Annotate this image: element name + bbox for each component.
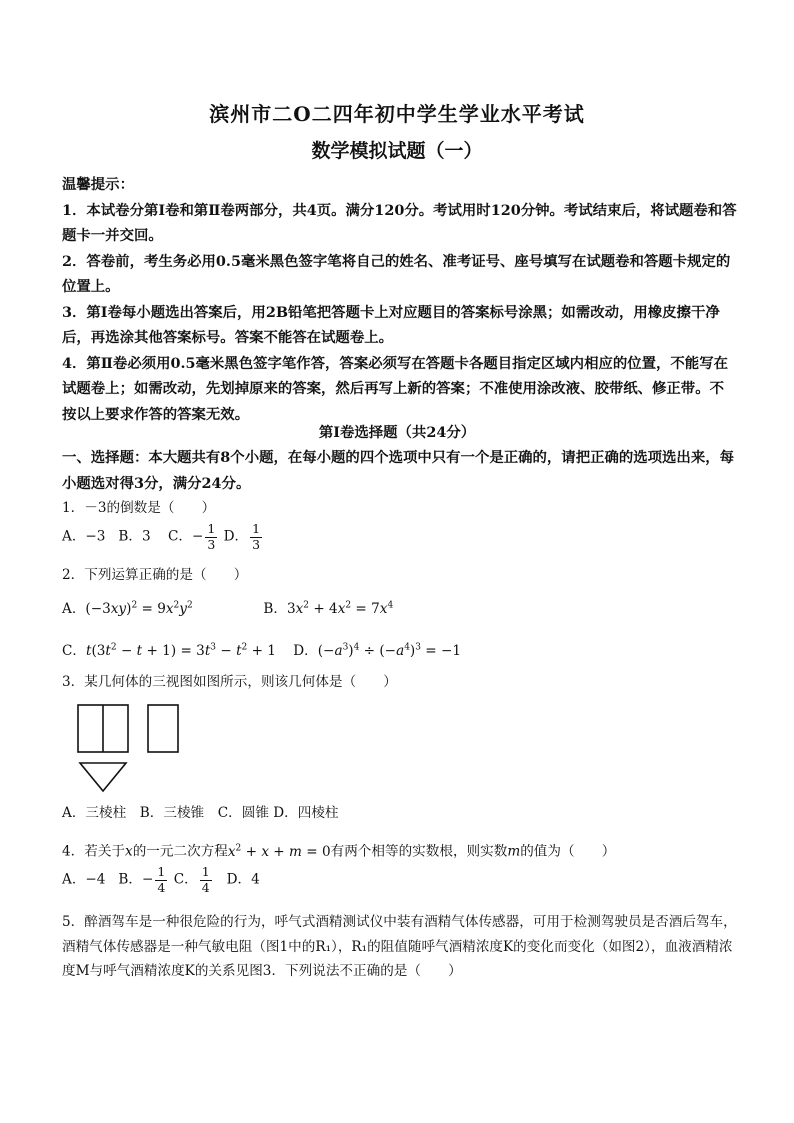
q4-stem-post: 的值为（ ） — [520, 843, 616, 860]
q2-option-a-label: A． — [62, 601, 86, 617]
tips-block — [62, 172, 738, 427]
q4-stem-pre: 4．若关于 — [62, 843, 126, 860]
q4-option-b-fraction — [155, 865, 167, 895]
q1-option-d-label: D． — [223, 528, 249, 545]
q4-b-denominator: 4 — [157, 879, 166, 895]
question-3-stem: 3．某几何体的三视图如图所示，则该几何体是（ ） — [62, 674, 397, 690]
tip-item-3: 3．第Ⅰ卷每小题选出答案后，用2B铅笔把答题卡上对应题目的答案标号涂黑；如需改动，用橡皮擦干净后，再选涂其他答案标号。答案不能答在试题卷上。 — [62, 303, 720, 346]
question-4-stem — [62, 836, 738, 864]
exam-title: 滨州市二O二四年初中学生学业水平考试 — [209, 102, 585, 126]
q4-option-d: D．4 — [226, 871, 260, 888]
q2-option-b-label: B． — [263, 601, 287, 617]
q2-option-d-expr: $(-a^3)^4 \div (-a^4)^3 = -1$ — [317, 642, 462, 659]
tip-item-1: 1．本试卷分第Ⅰ卷和第Ⅱ卷两部分，共4页。满分120分。考试用时120分钟。考试结束后，将试题卷和答题卡一并交回。 — [62, 201, 737, 244]
q4-stem-mid1: 的一元二次方程 — [132, 843, 228, 860]
q4-b-numerator: 1 — [157, 864, 166, 879]
question-2-options-cd — [62, 639, 461, 659]
three-views-figure — [76, 703, 186, 797]
q1-option-c-label: C．− — [167, 528, 204, 545]
q2-option-c-expr: $t(3t^2 - t + 1) = 3t^3 - t^2 + 1$ — [86, 642, 276, 659]
q4-option-b-label: B．− — [118, 871, 154, 888]
q1-option-b: B．3 — [118, 528, 151, 545]
q1-d-numerator: 1 — [252, 521, 261, 536]
tips-heading: 温馨提示： — [62, 176, 134, 193]
tip-item-4: 4．第Ⅱ卷必须用0.5毫米黑色签字笔作答，答案必须写在答题卡各题目指定区域内相应的位置，不能写在试题卷上；如需改动，先划掉原来的答案，然后再写上新的答案；不准使用涂改液、胶带纸、修正带。不按以上要求作答的答案无效。 — [62, 354, 728, 423]
question-2-options-ab — [62, 597, 393, 617]
q4-option-c-label: C． — [173, 871, 198, 888]
q2-option-c-label: C． — [62, 643, 86, 659]
q4-stem-mid2: 有两个相等的实数根，则实数 — [330, 843, 508, 860]
side-view — [148, 705, 178, 752]
q4-option-c-fraction — [200, 865, 212, 895]
q4-c-denominator: 4 — [201, 879, 210, 895]
q4-option-a: A．−4 — [62, 871, 106, 888]
q2-option-b-expr: $3x^2 + 4x^2 = 7x^4$ — [286, 600, 394, 617]
q1-c-numerator: 1 — [207, 521, 216, 536]
q2-option-d-label: D． — [293, 643, 318, 659]
q1-option-a: A．−3 — [62, 528, 106, 545]
q4-var-m: m — [507, 843, 521, 860]
section-intro: 一、选择题：本大题共有8个小题，在每小题的四个选项中只有一个是正确的，请把正确的选项选出来，每小题选对得3分，满分24分。 — [62, 449, 734, 492]
question-2-stem: 2．下列运算正确的是（ ） — [62, 567, 248, 583]
question-1-stem: 1．－3的倒数是（ ） — [62, 500, 216, 516]
question-5-stem: 5．醉酒驾车是一种很危险的行为，呼气式酒精测试仪中装有酒精气体传感器，可用于检测驾驶员是否酒后驾车，酒精气体传感器是一种气敏电阻（图1中的R₁），R₁的阻值随呼气酒精浓度K的变化而变化（如图2），血液酒精浓度M与呼气酒精浓度K的关系见图3．下列说法不正确的是（ ） — [62, 914, 737, 979]
q4-var-x: x — [125, 843, 133, 860]
question-1-options — [62, 522, 264, 552]
tip-item-2: 2．答卷前，考生务必用0.5毫米黑色签字笔将自己的姓名、准考证号、座号填写在试题卷和答题卡规定的位置上。 — [62, 252, 731, 295]
exam-subtitle: 数学模拟试题（一） — [311, 140, 483, 162]
q1-option-c-fraction — [205, 522, 217, 552]
q1-option-d-fraction — [250, 522, 262, 552]
question-3-options: A．三棱柱 B．三棱锥 C．圆锥 D．四棱柱 — [62, 805, 339, 821]
q4-equation: $x^2 + x + m = 0$ — [227, 843, 331, 860]
q2-option-a-expr: $(-3xy)^2 = 9x^2y^2$ — [85, 600, 193, 617]
section-heading: 第Ⅰ卷选择题（共24分） — [318, 424, 476, 441]
q4-c-numerator: 1 — [201, 864, 210, 879]
q1-c-denominator: 3 — [207, 536, 216, 552]
q1-d-denominator: 3 — [252, 536, 261, 552]
top-view — [80, 763, 126, 791]
question-4-options — [62, 865, 260, 895]
